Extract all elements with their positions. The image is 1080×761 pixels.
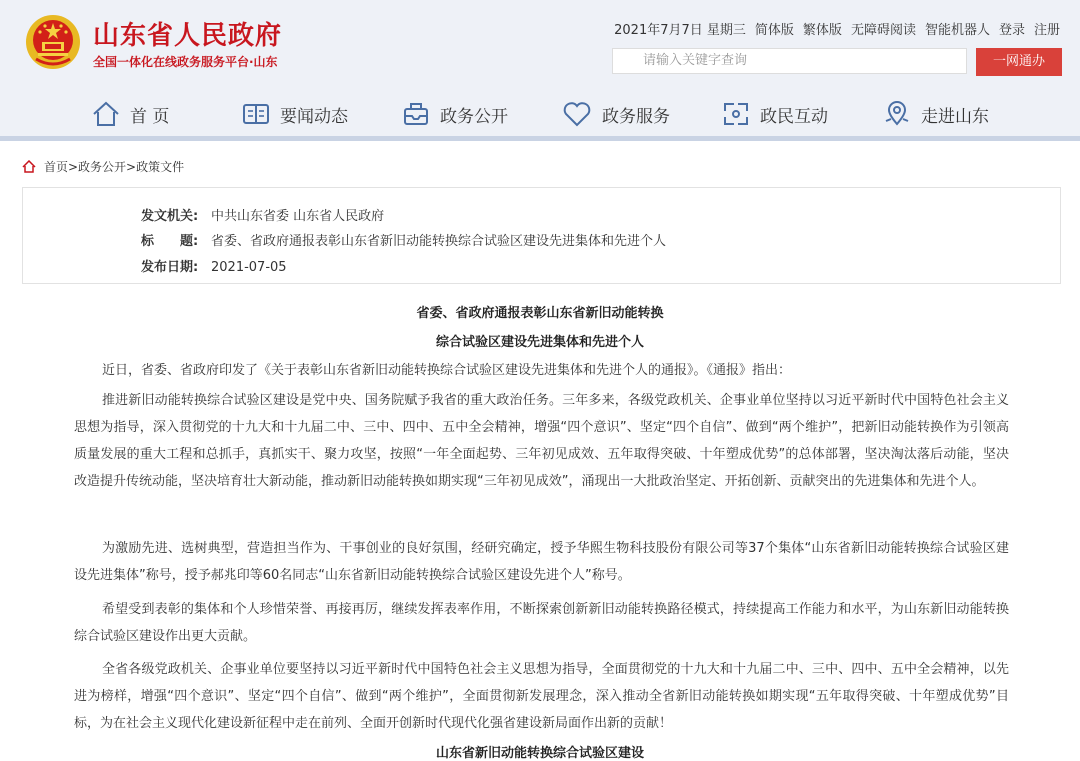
nav-item-interaction[interactable] [722, 94, 828, 134]
home-icon[interactable] [22, 160, 36, 173]
article-paragraph: 为激励先进、选树典型，营造担当作为、干事创业的良好氛围，经研究确定，授予华熙生物科技股份有限公司等37个集体“山东省新旧动能转换综合试验区建设先进集体”称号，授予郝兆印等60名同志“山东省新旧动能转换综合试验区建设先进个人”称号。 [74, 541, 1009, 583]
meta-issuer-label: 发文机关: [141, 209, 199, 224]
meta-date-label: 发布日期: [141, 260, 199, 275]
login-link[interactable]: 登录 [998, 23, 1025, 38]
nav-label-shandong: 走进山东 [921, 106, 989, 127]
register-link[interactable]: 注册 [1033, 23, 1060, 38]
meta-title [141, 230, 666, 249]
article-title-line1: 省委、省政府通报表彰山东省新旧动能转换 [416, 306, 664, 321]
partial-heading: 山东省新旧动能转换综合试验区建设 [435, 746, 644, 761]
nav-item-shandong[interactable] [883, 94, 989, 134]
nav-label-news: 要闻动态 [280, 106, 348, 127]
top-links [614, 19, 1060, 38]
article-paragraph: 近日，省委、省政府印发了《关于表彰山东省新旧动能转换综合试验区建设先进集体和先进个人的通报》。《通报》指出： [102, 363, 792, 378]
article-paragraph: 全省各级党政机关、企事业单位要坚持以习近平新时代中国特色社会主义思想为指导，全面贯彻党的十九大和十九届二中、三中、四中、五中全会精神，以先进为榜样，增强“四个意识”、坚定“四个自信”、做到“两个维护”，全面贯彻新发展理念，深入推动全省新旧动能转换如期实现“五年取得突破、十年塑成优势”目标，为在社会主义现代化建设新征程中走在前列、全面开创新时代现代化强省建设新局面作出新的贡献！ [74, 662, 1009, 731]
article-paragraph: 推进新旧动能转换综合试验区建设是党中央、国务院赋予我省的重大政治任务。三年多来，各级党政机关、企事业单位坚持以习近平新时代中国特色社会主义思想为指导，深入贯彻党的十九大和十九届二中、三中、四中、五中全会精神，增强“四个意识”、坚定“四个自信”、做到“两个维护”，把新旧动能转换作为引领高质量发展的重大工程和总抓手，真抓实干、聚力攻坚，按照“一年全面起势、三年初见成效、五年取得突破、十年塑成优势”的总体部署，坚决淘汰落后动能，坚决改造提升传统动能，坚决培育壮大新动能，推动新旧动能转换如期实现“三年初见成效”，涌现出一大批政治坚定、开拓创新、贡献突出的先进集体和先进个人。 [74, 393, 1009, 489]
site-title[interactable]: 山东省人民政府 [93, 21, 283, 51]
book-icon [242, 102, 270, 126]
site-header [0, 0, 1080, 140]
national-emblem-icon [24, 13, 82, 71]
meta-title-value: 省委、省政府通报表彰山东省新旧动能转换综合试验区建设先进集体和先进个人 [211, 234, 667, 249]
meta-title-label: 标 题: [141, 234, 199, 249]
site-subtitle: 全国一体化在线政务服务平台·山东 [93, 55, 278, 69]
meta-date-value: 2021-07-05 [211, 260, 287, 275]
interaction-icon [722, 101, 750, 127]
header-divider [0, 136, 1080, 141]
nav-label-gov-services: 政务服务 [602, 106, 670, 127]
nav-label-home: 首 页 [130, 106, 170, 127]
nav-item-gov-services[interactable] [562, 94, 670, 134]
breadcrumb-path[interactable]: 首页>政务公开>政策文件 [44, 160, 185, 174]
document-meta-box [22, 187, 1061, 284]
robot-link[interactable]: 智能机器人 [924, 23, 990, 38]
nav-item-news[interactable] [242, 94, 348, 134]
current-date: 2021年7月7日 星期三 [614, 23, 746, 38]
simplified-link[interactable]: 简体版 [754, 23, 794, 38]
main-nav [0, 94, 1080, 134]
heart-icon [562, 101, 592, 127]
search-input[interactable]: 请输入关键字查询 [612, 48, 967, 74]
nav-item-gov-affairs[interactable] [402, 94, 508, 134]
article-paragraph: 希望受到表彰的集体和个人珍惜荣誉、再接再厉，继续发挥表率作用，不断探索创新新旧动能转换路径模式，持续提高工作能力和水平，为山东新旧动能转换综合试验区建设作出更大贡献。 [74, 602, 1009, 644]
nav-label-gov-affairs: 政务公开 [440, 106, 508, 127]
home-icon [92, 101, 120, 127]
one-stop-service-button[interactable]: 一网通办 [976, 48, 1062, 76]
meta-date [141, 256, 287, 275]
nav-item-home[interactable] [92, 94, 169, 134]
accessibility-link[interactable]: 无障碍阅读 [850, 23, 916, 38]
meta-issuer [141, 205, 384, 224]
traditional-link[interactable]: 繁体版 [802, 23, 842, 38]
nav-label-interaction: 政民互动 [760, 106, 828, 127]
location-icon [883, 101, 911, 127]
inbox-icon [402, 101, 430, 127]
meta-issuer-value: 中共山东省委 山东省人民政府 [211, 209, 385, 224]
breadcrumb [22, 158, 184, 175]
article-title-line2: 综合试验区建设先进集体和先进个人 [435, 335, 644, 350]
